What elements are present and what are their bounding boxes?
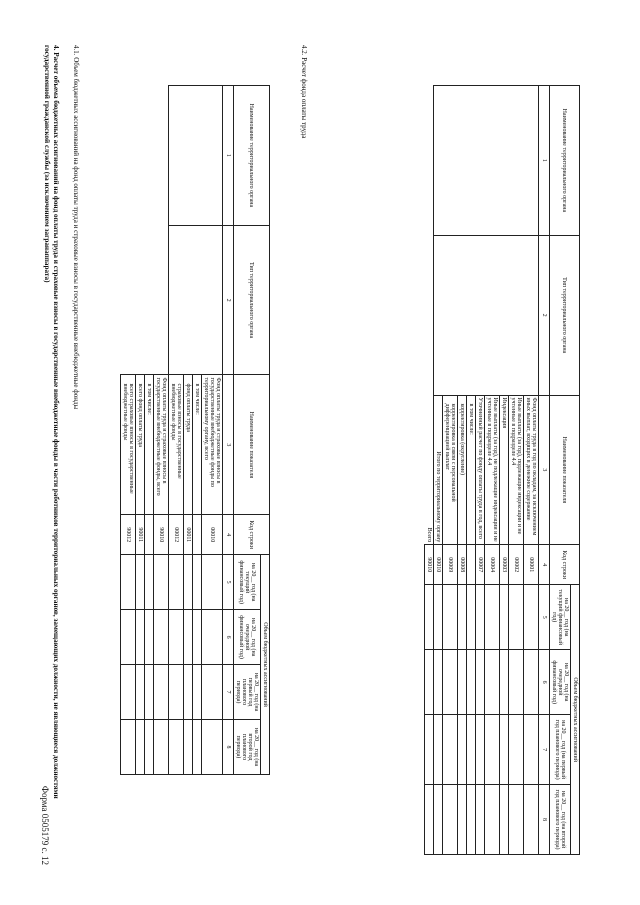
section-4-1-title: 4.1. Объем бюджетных ассигнований на фонд оплаты труда и страховые взносы в государственные внебюджетные фонды (72, 45, 80, 410)
col-number: 3 (223, 375, 234, 515)
col-number: 7 (223, 665, 234, 720)
header-indicator: Наименование показателя (234, 375, 270, 515)
row-code (193, 515, 202, 555)
row-label: Всего (425, 527, 432, 543)
header-year-current: на 20__ год (на текущий финансовый год) (234, 555, 261, 610)
row-code (145, 515, 154, 555)
row-label: корректировка в связи с персональной дифференциацией выплат (443, 395, 458, 545)
row-label: в том числе: (193, 375, 202, 515)
row-label: корректировка (округление) (458, 395, 467, 545)
header-budget-volume: Объем бюджетных ассигнований (261, 555, 270, 775)
row-code: 90010 (154, 515, 169, 555)
header-year-plan2: на 20__ год (на второй год планового периода) (234, 720, 261, 775)
row-code: 00003 (500, 545, 509, 585)
row-label: Фонд оплаты труда и страховые взносы в государственные внебюджетные фонды по территориальному органу, всего (202, 375, 223, 515)
form-number: Форма 0505179 с. 12 (40, 785, 50, 865)
col-number: 5 (539, 585, 550, 650)
cell-empty[interactable] (202, 665, 223, 720)
table-row (524, 86, 539, 855)
col-number: 4 (223, 515, 234, 555)
row-label: Иные выплаты (за год), не подлежащие индексации и не учтенные в подразделе 4.4 (485, 395, 500, 545)
row-code: 00002 (509, 545, 524, 585)
column-numbers-row (223, 86, 234, 775)
table-row (145, 86, 154, 775)
col-number: 8 (539, 785, 550, 855)
table-4-1 (120, 85, 270, 775)
col-number: 3 (539, 395, 550, 545)
header-indicator: Наименование показателя (550, 395, 580, 545)
table-row-total (425, 86, 434, 855)
section-4-title: 4. Расчет объема бюджетных ассигнований на фонд оплаты труда и страховые взносы в государственные внебюджетные фонды в части работников территориальных органов, замещающих должности, не являющиеся должностями государственной гражданской службы (за исключением загранаппарата) (43, 45, 60, 799)
header-year-plan1: на 20__ год (на первый год планового периода) (550, 715, 571, 785)
table-row (136, 86, 145, 775)
row-code (467, 545, 476, 585)
header-year-plan1: на 20__ год (на первый год планового периода) (234, 665, 261, 720)
header-territorial-body: Наименование территориального органа (550, 86, 580, 236)
col-number: 8 (223, 720, 234, 775)
row-code: 00012 (169, 515, 184, 555)
col-number: 7 (539, 715, 550, 785)
cell-empty[interactable] (202, 610, 223, 665)
col-number: 6 (223, 610, 234, 665)
cell-empty[interactable] (434, 235, 539, 395)
row-label: Фонд оплаты труда в год по окладам, за исключением иных выплат, входящих в денежное содержание (524, 395, 539, 545)
column-numbers-row (539, 86, 550, 855)
header-row-code: Код строки (234, 515, 270, 555)
header-year-current: на 20__ год (на текущий финансовый год) (550, 585, 571, 650)
table-row (121, 86, 136, 775)
row-code: 00011 (184, 515, 193, 555)
row-label: Итого по территориальному органу (434, 395, 443, 545)
section-4-2-title: 4.2. Расчет фонда оплаты труда (300, 45, 308, 139)
col-number: 5 (223, 555, 234, 610)
row-label: в том числе: (145, 375, 154, 515)
row-code: 00010 (202, 515, 223, 555)
row-label: всего страховые взносы в государственные внебюджетные фонды (121, 375, 136, 515)
header-row-code: Код строки (550, 545, 580, 585)
header-budget-volume: Объем бюджетных ассигнований (571, 585, 580, 855)
table-row-total (154, 86, 169, 775)
row-code: 00010 (434, 545, 443, 585)
col-number: 4 (539, 545, 550, 585)
row-label: Уточненный расчет по фонду оплаты труда в год, всего (476, 395, 485, 545)
row-code: 00007 (476, 545, 485, 585)
row-label: всего фонд оплаты труда (136, 375, 145, 515)
header-year-next: на 20__ год (на очередной финансовый год) (550, 650, 571, 715)
cell-empty[interactable] (169, 86, 223, 226)
col-number: 2 (539, 235, 550, 395)
row-label: Индексация (500, 395, 509, 545)
col-number: 6 (539, 650, 550, 715)
cell-empty[interactable] (434, 86, 539, 236)
header-year-next: на 20__ год (на очередной финансовый год) (234, 610, 261, 665)
row-label: страховые взносы в государственные внебюджетные фонды (169, 375, 184, 515)
row-label: Фонд оплаты труда и страховые взносы в государственные внебюджетные фонды, всего (154, 375, 169, 515)
row-label: фонд оплаты труда (184, 375, 193, 515)
row-code: 90010 (425, 545, 434, 585)
col-number: 1 (539, 86, 550, 236)
row-code: 00001 (524, 545, 539, 585)
row-code: 00008 (458, 545, 467, 585)
header-body-type: Тип территориального органа (234, 225, 270, 375)
row-code: 00004 (485, 545, 500, 585)
col-number: 2 (223, 225, 234, 375)
row-code: 00009 (443, 545, 458, 585)
table-4-2 (424, 85, 580, 855)
header-body-type: Тип территориального органа (550, 235, 580, 395)
header-year-plan2: на 20__ год (на второй год планового периода) (550, 785, 571, 855)
header-territorial-body: Наименование территориального органа (234, 86, 270, 226)
row-label: Иные выплаты (за год), подлежащие индексации и не учтенные в подразделе 4.4 (509, 395, 524, 545)
row-code: 90012 (121, 515, 136, 555)
cell-empty[interactable] (202, 720, 223, 775)
col-number: 1 (223, 86, 234, 226)
cell-empty[interactable] (169, 225, 223, 375)
cell-empty[interactable] (202, 555, 223, 610)
row-code: 90011 (136, 515, 145, 555)
row-label: в том числе: (467, 395, 476, 545)
table-row (202, 86, 223, 775)
